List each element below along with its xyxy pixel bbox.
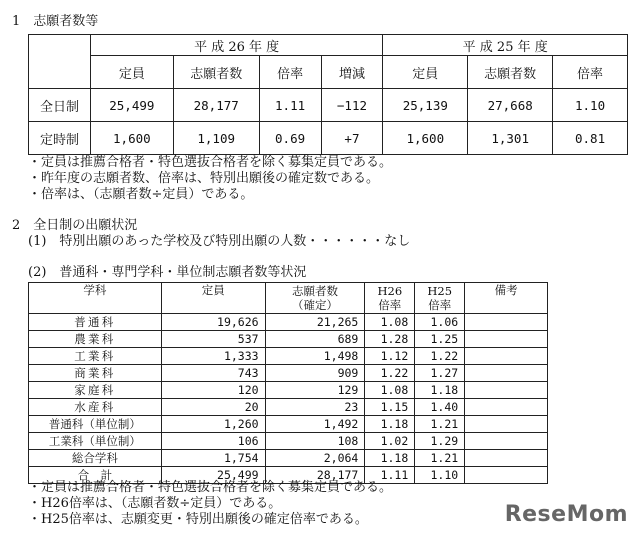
table-cell: 1.21 — [415, 416, 465, 433]
table-cell: 129 — [265, 382, 365, 399]
table-cell: +7 — [321, 122, 383, 155]
row-label: 定時制 — [29, 122, 91, 155]
section2-heading: 2 全日制の出願状況 — [12, 218, 138, 233]
col-header: 増減 — [321, 56, 383, 89]
row-label: 工業科 — [29, 348, 162, 365]
table-cell: 1.06 — [415, 314, 465, 331]
table-cell: 1.08 — [365, 314, 415, 331]
table-cell: 23 — [265, 399, 365, 416]
applicants-summary-table — [28, 34, 628, 155]
table-cell: 1.22 — [415, 348, 465, 365]
note: ・昨年度の志願者数、倍率は、特別出願後の確定数である。 — [28, 171, 380, 186]
table-cell: 27,668 — [468, 89, 553, 122]
table-cell: 1,492 — [265, 416, 365, 433]
table-cell: 2,064 — [265, 450, 365, 467]
table-cell: 1.11 — [259, 89, 321, 122]
col-header: 定員 — [90, 56, 173, 89]
note: ・H25倍率は、志願変更・特別出願後の確定倍率である。 — [28, 512, 368, 527]
table-cell: 1,260 — [161, 416, 265, 433]
subsection-1: (1) 特別出願のあった学校及び特別出願の人数・・・・・・なし — [28, 234, 411, 249]
table-row — [29, 348, 548, 365]
col-header: 倍率 — [259, 56, 321, 89]
table-cell: 0.69 — [259, 122, 321, 155]
corner-cell — [29, 35, 91, 89]
table-cell: 1.28 — [365, 331, 415, 348]
row-label: 農業科 — [29, 331, 162, 348]
remarks-cell — [465, 348, 548, 365]
row-label: 工業科（単位制） — [29, 433, 162, 450]
table-cell: 1.15 — [365, 399, 415, 416]
table-cell: 28,177 — [173, 89, 259, 122]
table-cell: 1,754 — [161, 450, 265, 467]
table-cell: 1,301 — [468, 122, 553, 155]
table-cell: 106 — [161, 433, 265, 450]
table-cell: 1.18 — [365, 450, 415, 467]
note: ・定員は推薦合格者・特色選抜合格者を除く募集定員である。 — [28, 480, 393, 495]
row-label: 全日制 — [29, 89, 91, 122]
table-cell: 20 — [161, 399, 265, 416]
table-cell: 1.27 — [415, 365, 465, 382]
table-row — [29, 433, 548, 450]
note: ・定員は推薦合格者・特色選抜合格者を除く募集定員である。 — [28, 155, 393, 170]
year-header-h26: 平 成 26 年 度 — [90, 35, 382, 56]
remarks-cell — [465, 399, 548, 416]
table-cell: 1.29 — [415, 433, 465, 450]
table-row — [29, 450, 548, 467]
col-header: H25 倍率 — [415, 283, 465, 314]
department-applicants-table — [28, 282, 548, 484]
table-cell: 108 — [265, 433, 365, 450]
table-cell: 19,626 — [161, 314, 265, 331]
remarks-cell — [465, 450, 548, 467]
table-cell: 1.10 — [553, 89, 628, 122]
table-cell: 1.25 — [415, 331, 465, 348]
table-cell: 1.02 — [365, 433, 415, 450]
watermark-logo: ReseMom — [504, 502, 628, 527]
table-cell: 689 — [265, 331, 365, 348]
table-cell: 1.18 — [365, 416, 415, 433]
col-header: 学科 — [29, 283, 162, 314]
table-row — [29, 382, 548, 399]
table-row — [29, 331, 548, 348]
row-label: 家庭科 — [29, 382, 162, 399]
col-header: 志願者数 — [173, 56, 259, 89]
table-cell: 1.18 — [415, 382, 465, 399]
row-label: 普通科（単位制） — [29, 416, 162, 433]
table-cell: 1.21 — [415, 450, 465, 467]
row-label: 普通科 — [29, 314, 162, 331]
table-cell: 1.12 — [365, 348, 415, 365]
col-header: 倍率 — [553, 56, 628, 89]
table-row — [29, 365, 548, 382]
table-cell: 21,265 — [265, 314, 365, 331]
table-cell: 120 — [161, 382, 265, 399]
remarks-cell — [465, 331, 548, 348]
table-cell: 909 — [265, 365, 365, 382]
note: ・H26倍率は、（志願者数÷定員）である。 — [28, 496, 282, 511]
table-cell: 25,499 — [90, 89, 173, 122]
table-row — [29, 89, 628, 122]
subsection-2: (2) 普通科・専門学科・単位制志願者数等状況 — [28, 265, 307, 280]
remarks-cell — [465, 467, 548, 484]
table-cell: 25,139 — [383, 89, 468, 122]
row-label: 総合学科 — [29, 450, 162, 467]
table-row — [29, 122, 628, 155]
remarks-cell — [465, 416, 548, 433]
row-label: 合 計 — [29, 467, 162, 484]
section1-heading: 1 志願者数等 — [12, 14, 99, 29]
table-cell: 1.11 — [365, 467, 415, 484]
remarks-cell — [465, 314, 548, 331]
table-cell: 1.40 — [415, 399, 465, 416]
table-cell: 743 — [161, 365, 265, 382]
col-header: 定員 — [383, 56, 468, 89]
table-cell: 1.08 — [365, 382, 415, 399]
table-cell: 25,499 — [161, 467, 265, 484]
table-cell: −112 — [321, 89, 383, 122]
table-cell: 1,600 — [90, 122, 173, 155]
note: ・倍率は、（志願者数÷定員）である。 — [28, 187, 254, 202]
year-header-h25: 平 成 25 年 度 — [383, 35, 628, 56]
table-cell: 1,600 — [383, 122, 468, 155]
table-cell: 1,333 — [161, 348, 265, 365]
table-cell: 1,109 — [173, 122, 259, 155]
table-cell: 1.10 — [415, 467, 465, 484]
table-cell: 537 — [161, 331, 265, 348]
row-label: 商業科 — [29, 365, 162, 382]
col-header: 志願者数 （確定） — [265, 283, 365, 314]
table-cell: 1,498 — [265, 348, 365, 365]
remarks-cell — [465, 382, 548, 399]
col-header: 志願者数 — [468, 56, 553, 89]
table-row — [29, 416, 548, 433]
row-label: 水産科 — [29, 399, 162, 416]
col-header: 定員 — [161, 283, 265, 314]
table-cell: 28,177 — [265, 467, 365, 484]
col-header: 備考 — [465, 283, 548, 314]
table-cell: 1.22 — [365, 365, 415, 382]
remarks-cell — [465, 365, 548, 382]
table-row — [29, 399, 548, 416]
remarks-cell — [465, 433, 548, 450]
table-cell: 0.81 — [553, 122, 628, 155]
table-row — [29, 314, 548, 331]
col-header: H26 倍率 — [365, 283, 415, 314]
